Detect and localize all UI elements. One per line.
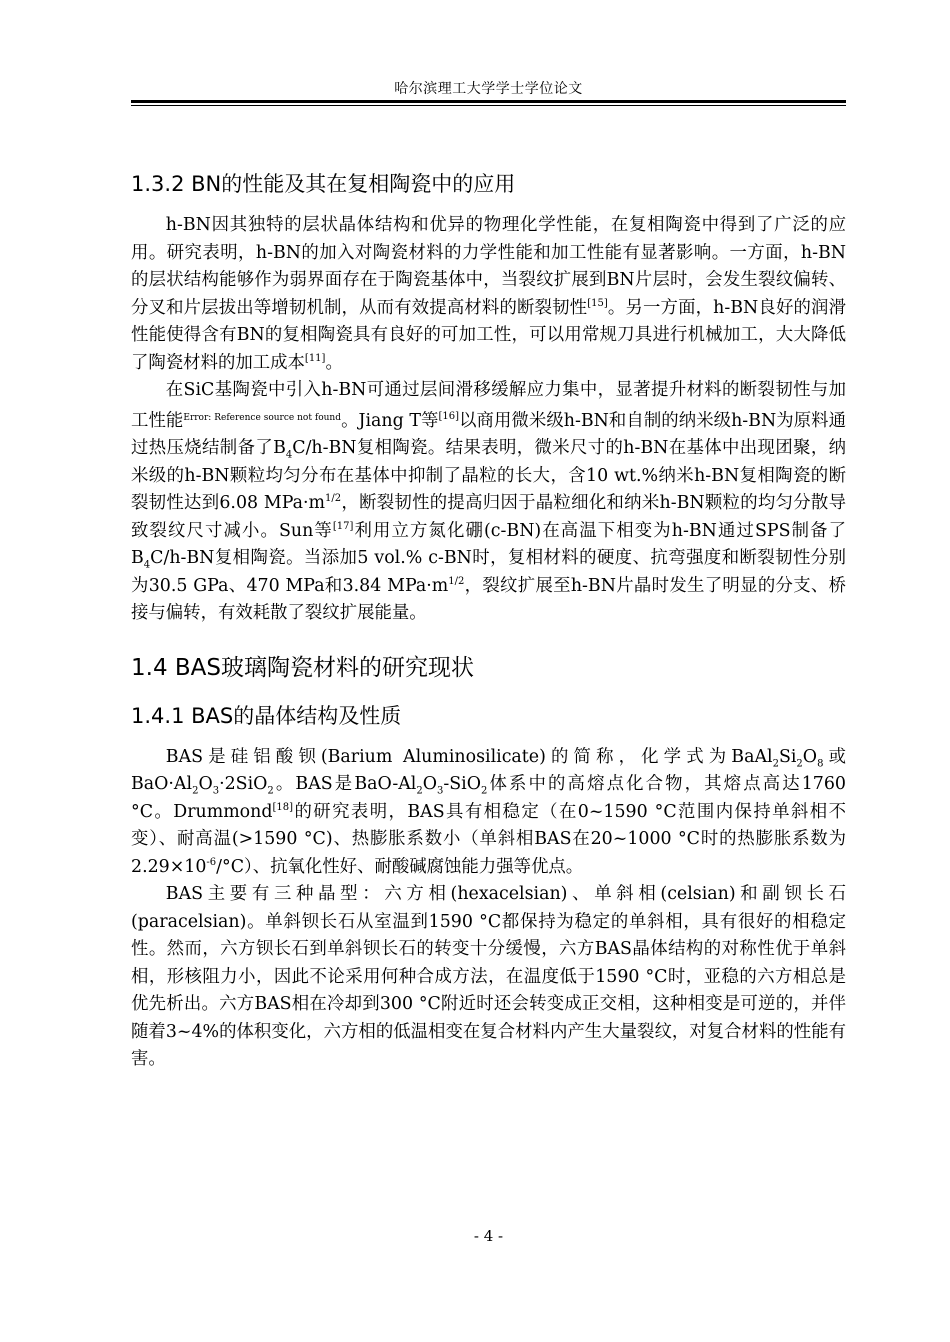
citation: [11] bbox=[304, 352, 326, 364]
citation: [15] bbox=[587, 297, 608, 309]
header-rule-thick bbox=[131, 100, 846, 103]
body-content bbox=[131, 168, 846, 1074]
running-header: 哈尔滨理工大学学士学位论文 bbox=[394, 81, 583, 97]
reference-error-note: Error: Reference source not found bbox=[183, 412, 341, 423]
header-rule-thin bbox=[131, 105, 846, 106]
citation: [17] bbox=[332, 520, 354, 532]
paragraph-bas-crystal-forms: BAS主要有三种晶型：六方相(hexacelsian)、单斜相(celsian)和副钡长石(paracelsian)。单斜钡长石从室温到1590 °C都保持为稳定的单斜相，具有很好的相稳定性。然而，六方钡长石到单斜钡长石的转变十分缓慢，六方BAS晶体结构的对称性优于单斜相，形核阻力小，因此不论采用何种合成方法，在温度低于1590 °C时，亚稳的六方相总是优先析出。六方BAS相在冷却到300 °C附近时还会转变成正交相，这种相变是可逆的，并伴随着3~4%的体积变化，六方相的低温相变在复合材料内产生大量裂纹，对复合材料的性能有害。 bbox=[131, 884, 846, 1069]
section-heading-1-4: 1.4 BAS玻璃陶瓷材料的研究现状 bbox=[131, 654, 475, 681]
paragraph-bn-properties: h-BN因其独特的层状晶体结构和优异的物理化学性能，在复相陶瓷中得到了广泛的应用。研究表明，h-BN的加入对陶瓷材料的力学性能和加工性能有显著影响。一方面，h-BN的层状结构能够作为弱界面存在于陶瓷基体中，当裂纹扩展到BN片层时，会发生裂纹偏转、分叉和片层拔出等增韧机制，从而有效提高材料的断裂韧性[15]。另一方面，h-BN良好的润滑性能使得含有BN的复相陶瓷具有良好的可加工性，可以用常规刀具进行机械加工，大大降低了陶瓷材料的加工成本[11]。 bbox=[131, 215, 846, 373]
citation: [18] bbox=[272, 801, 294, 813]
citation: [16] bbox=[438, 410, 459, 422]
section-heading-1-4-1: 1.4.1 BAS的晶体结构及性质 bbox=[131, 703, 402, 728]
paragraph-bas-definition: BAS是硅铝酸钡(Barium Aluminosilicate)的简称，化学式为$BaAl_2Si_2O_8$或$BaO\cdot Al_2O_3\cdot 2SiO_2$。BAS是BaO-$Al_2O_3-SiO_2$体系中的高熔点化合物，其熔点高达1760 °C。Drummond[18]的研究表明，BAS具有相稳定（在0~1590 °C范围内保持单斜相不变）、耐高温(>1590 °C)、热膨胀系数小（单斜相BAS在20~1000 °C时的热膨胀系数为$2.29\times 10^{-6}/^\circ C$）、抗氧化性好、耐酸碱腐蚀能力强等优点。 bbox=[131, 746, 846, 877]
page-number: - 4 - bbox=[473, 1227, 504, 1245]
section-heading-1-3-2: 1.3.2 BN的性能及其在复相陶瓷中的应用 bbox=[131, 172, 516, 196]
paragraph-sic-hbn: 在SiC基陶瓷中引入h-BN可通过层间滑移缓解应力集中，显著提升材料的断裂韧性与加工性能$^{Error: Reference source not found}$。Jiang T等[16]以商用微米级h-BN和自制的纳米级h-BN为原料通过热压烧结制备了$B_4C/h-BN$复相陶瓷。结果表明，微米尺寸的h-BN在基体中出现团聚，纳米级的h-BN颗粒均匀分布在基体中抑制了晶粒的长大，含10 wt.%纳米h-BN复相陶瓷的断裂韧性达到6.08 $MPa\cdot m^{1/2}$，断裂韧性的提高归因于晶粒细化和纳米h-BN颗粒的均匀分散导致裂纹尺寸减小。Sun等[17]利用立方氮化硼(c-BN)在高温下相变为h-BN通过SPS制备了$B_4C/h-BN$复相陶瓷。当添加5 vol.% c-BN时，复相材料的硬度、抗弯强度和断裂韧性分别为30.5 GPa、470 MPa和3.84 $MPa\cdot m^{1/2}$，裂纹扩展至h-BN片晶时发生了明显的分支、桥接与偏转，有效耗散了裂纹扩展能量。 bbox=[131, 380, 847, 623]
